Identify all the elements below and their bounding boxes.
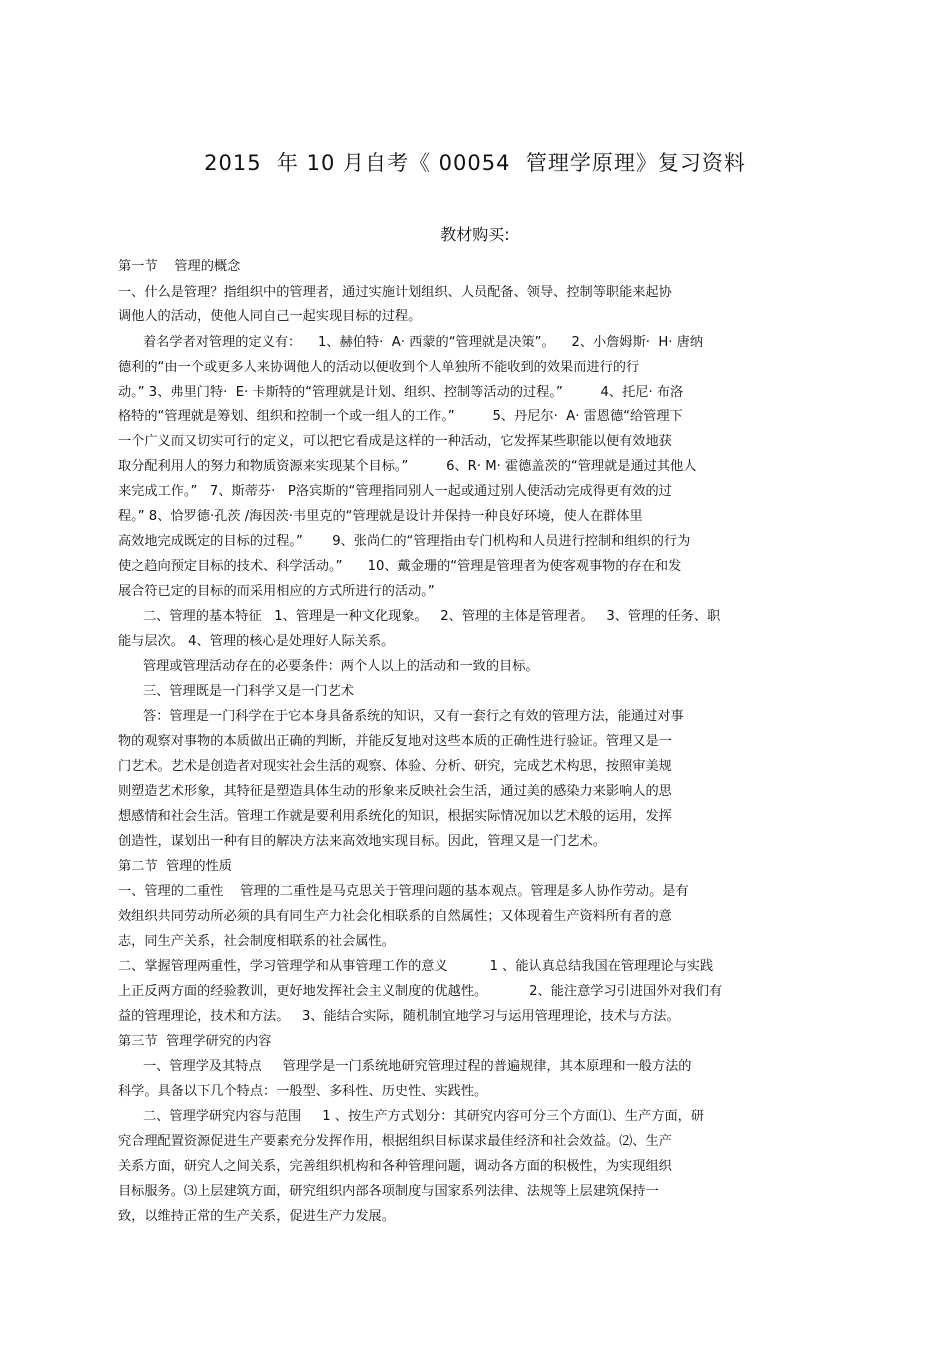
text-line: 调他人的活动，使他人同自己一起实现目标的过程。 xyxy=(118,309,422,324)
text-line: 展合符已定的目标的而采用相应的方式所进行的活动。” xyxy=(118,584,435,599)
text-line: 来完成工作。” 7、斯蒂芬· P洛宾斯的“管理指同别人一起或通过别人使活动完成得更有效的过 xyxy=(118,484,672,499)
text-line: 使之趋向预定目标的技术、科学活动。” 10、戴金珊的“管理是管理者为使客观事物的存在和发 xyxy=(118,559,682,574)
text-line: 二、管理的基本特征 1、管理是一种文化现象。 2、管理的主体是管理者。 3、管理的任务、职 xyxy=(143,609,721,624)
text-line: 第二节 管理的性质 xyxy=(118,859,232,874)
text-line: 创造性，谋划出一种有目的解决方法来高效地实现目标。因此，管理又是一门艺术。 xyxy=(118,834,606,849)
text-line: 第一节 管理的概念 xyxy=(118,259,241,274)
text-line: 高效地完成既定的目标的过程。” 9、张尚仁的“管理指由专门机构和人员进行控制和组织的行为 xyxy=(118,534,691,549)
text-line: 一、管理的二重性 管理的二重性是马克思关于管理问题的基本观点。管理是多人协作劳动。是有 xyxy=(118,884,689,899)
text-line: 致，以维持正常的生产关系，促进生产力发展。 xyxy=(118,1209,395,1224)
text-line: 二、管理学研究内容与范围 1 、按生产方式划分：其研究内容可分三个方面⑴、生产方面，研 xyxy=(143,1109,705,1124)
text-line: 格特的“管理就是筹划、组织和控制一个或一组人的工作。” 5、丹尼尔· A· 雷恩德“给管理下 xyxy=(118,409,683,424)
text-line: 科学。具备以下几个特点：一般型、多科性、历史性、实践性。 xyxy=(118,1084,488,1099)
text-line: 究合理配置资源促进生产要素充分发挥作用，根据组织目标谋求最佳经济和社会效益。⑵、生产 xyxy=(118,1134,672,1149)
text-line: 关系方面，研究人之间关系，完善组织机构和各种管理问题，调动各方面的积极性，为实现组织 xyxy=(118,1159,672,1174)
text-line: 答：管理是一门科学在于它本身具备系统的知识，又有一套行之有效的管理方法，能通过对事 xyxy=(143,709,684,724)
text-line: 能与层次。 4、管理的核心是处理好人际关系。 xyxy=(118,634,395,649)
text-line: 益的管理理论，技术和方法。 3、能结合实际，随机制宜地学习与运用管理理论，技术与方法。 xyxy=(118,1009,680,1024)
text-line: 管理或管理活动存在的必要条件：两个人以上的活动和一致的目标。 xyxy=(143,659,539,674)
text-line: 志，同生产关系，社会制度相联系的社会属性。 xyxy=(118,934,395,949)
text-line: 取分配利用人的努力和物质资源来实现某个目标。” 6、R· M· 霍德盖茨的“管理就是通过其他人 xyxy=(118,459,697,474)
text-line: 上正反两方面的经验教训，更好地发挥社会主义制度的优越性。 2、能注意学习引进国外对我们有 xyxy=(118,984,723,999)
text-line: 物的观察对事物的本质做出正确的判断，并能反复地对这些本质的正确性进行验证。管理又是一 xyxy=(118,734,672,749)
text-line: 第三节 管理学研究的内容 xyxy=(118,1034,272,1049)
document-title: 2015 年 10 月自考《 00054 管理学原理》复习资料 xyxy=(204,151,746,175)
document-subtitle: 教材购买: xyxy=(440,225,510,244)
text-line: 着名学者对管理的定义有： 1、赫伯特· A· 西蒙的“管理就是决策”。 2、小詹姆斯· H· 唐纳 xyxy=(143,335,704,350)
text-line: 效组织共同劳动所必须的具有同生产力社会化相联系的自然属性；又体现着生产资料所有者的意 xyxy=(118,909,672,924)
text-line: 三、管理既是一门科学又是一门艺术 xyxy=(143,684,354,699)
text-line: 动。” 3、弗里门特· E· 卡斯特的“管理就是计划、组织、控制等活动的过程。” 4、托尼· 布洛 xyxy=(118,385,684,400)
text-line: 二、掌握管理两重性，学习管理学和从事管理工作的意义 1 、能认真总结我国在管理理论与实践 xyxy=(118,959,714,974)
text-line: 一个广义而又切实可行的定义，可以把它看成是这样的一种活动，它发挥某些职能以便有效地获 xyxy=(118,434,672,449)
text-line: 想感情和社会生活。管理工作就是要利用系统化的知识，根据实际情况加以艺术般的运用，发挥 xyxy=(118,809,672,824)
text-line: 德利的“由一个或更多人来协调他人的活动以便收到个人单独所不能收到的效果而进行的行 xyxy=(118,360,640,375)
text-line: 目标服务。⑶上层建筑方面，研究组织内部各项制度与国家系列法律、法规等上层建筑保持一 xyxy=(118,1184,659,1199)
text-line: 一、什么是管理？指组织中的管理者，通过实施计划组织、人员配备、领导、控制等职能来起协 xyxy=(118,285,672,300)
text-line: 门艺术。艺术是创造者对现实社会生活的观察、体验、分析、研究，完成艺术构思，按照审美规 xyxy=(118,759,672,774)
text-line: 一、管理学及其特点 管理学是一门系统地研究管理过程的普遍规律，其本原理和一般方法的 xyxy=(143,1059,692,1074)
text-line: 则塑造艺术形象，其特征是塑造具体生动的形象来反映社会生活，通过美的感染力来影响人的思 xyxy=(118,784,672,799)
text-line: 程。” 8、恰罗德·孔茨 /海因茨·韦里克的“管理就是设计并保持一种良好环境，使人在群体里 xyxy=(118,509,643,524)
